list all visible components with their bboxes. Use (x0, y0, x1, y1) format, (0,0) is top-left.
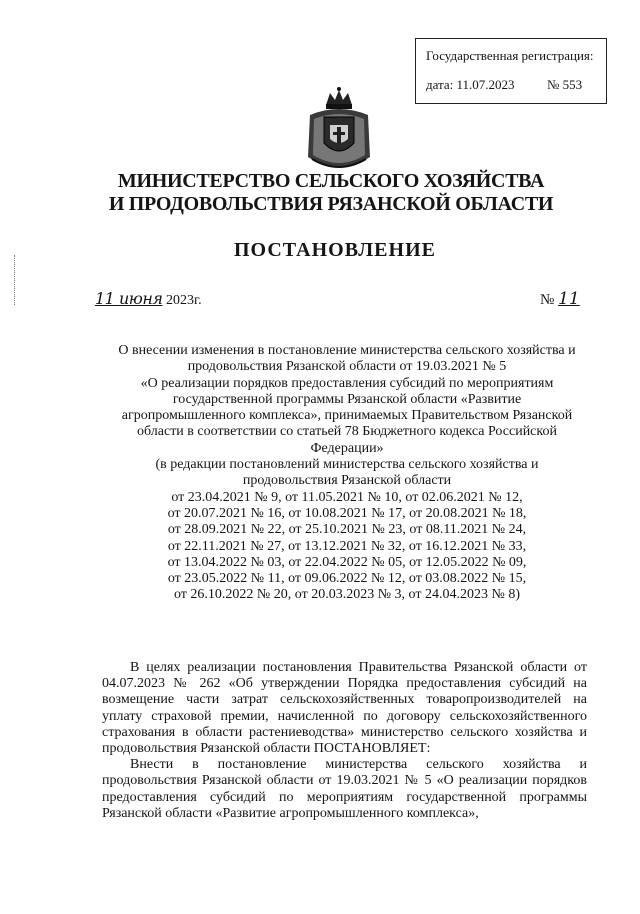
handwritten-number: 11 (558, 289, 580, 309)
title-line: области в соответствии со статьей 78 Бюджетного кодекса Российской (137, 424, 557, 440)
scan-margin-mark (14, 255, 19, 305)
title-line: от 22.11.2021 № 27, от 13.12.2021 № 32, от 16.12.2021 № 33, (167, 538, 527, 554)
title-line: от 20.07.2021 № 16, от 10.08.2021 № 17, от 20.08.2021 № 18, (167, 505, 527, 521)
registration-stamp-date: дата: 11.07.2023 (426, 77, 515, 92)
title-line: от 28.09.2021 № 22, от 25.10.2021 № 23, от 08.11.2021 № 24, (167, 522, 527, 538)
registration-stamp-number: № 553 (547, 77, 583, 92)
resolution-body (102, 660, 587, 822)
ministry-name-line2: И ПРОДОВОЛЬСТВИЯ РЯЗАНСКОЙ ОБЛАСТИ (108, 193, 554, 215)
document-date (95, 289, 202, 309)
title-line: «О реализации порядков предоставления субсидий по мероприятиям (140, 375, 554, 391)
body-paragraph-2: Внести в постановление министерства сельского хозяйства и продовольствия Рязанской области от 19.03.2021 № 5 «О реализации порядков предоставления субсидий по мероприятиям государственной программы Рязанской области «Развитие агропромышленного комплекса», (102, 757, 587, 821)
registration-stamp-title: Государственная регистрация: (426, 48, 594, 63)
title-line: О внесении изменения в постановление министерства сельского хозяйства и (118, 343, 576, 358)
title-line: продовольствия Рязанской области (242, 473, 452, 489)
title-line: от 23.04.2021 № 9, от 11.05.2021 № 10, от 02.06.2021 № 12, (171, 489, 523, 505)
resolution-title (110, 343, 584, 604)
title-line: от 23.05.2022 № 11, от 09.06.2022 № 12, от 03.08.2022 № 15, (167, 571, 527, 587)
handwritten-date: 11 июня (95, 289, 163, 308)
title-line: Федерации» (310, 440, 384, 456)
document-year: 2023г. (162, 293, 202, 308)
title-line: продовольствия Рязанской области от 19.03.2021 № 5 (187, 359, 507, 375)
body-paragraph-1: В целях реализации постановления Правительства Рязанской области от 04.07.2023 № 262 «Об утверждении Порядка предоставления субсидий на возмещение части затрат сельскохозяйственных товаропроизводителей на уплату страховой премии, начисленной по договору сельскохозяйственного страхования в области растениеводства» министерство сельского хозяйства и продовольствия Рязанской области ПОСТАНОВЛЯЕТ: (102, 660, 587, 757)
registration-stamp (415, 38, 607, 104)
title-line: от 26.10.2022 № 20, от 20.03.2023 № 3, от 24.04.2023 № 8) (173, 587, 521, 603)
ministry-name (0, 170, 640, 216)
title-line: от 13.04.2022 № 03, от 22.04.2022 № 05, от 12.05.2022 № 09, (167, 554, 527, 570)
document-number-prefix: № (540, 292, 559, 308)
title-line: (в редакции постановлений министерства сельского хозяйства и (155, 457, 539, 473)
title-line: агропромышленного комплекса», принимаемых Правительством Рязанской (121, 408, 573, 424)
ministry-name-line1: МИНИСТЕРСТВО СЕЛЬСКОГО ХОЗЯЙСТВА (117, 170, 545, 192)
title-line: государственной программы Рязанской области «Развитие (172, 391, 522, 407)
coat-of-arms-icon (304, 85, 374, 175)
document-number (540, 289, 580, 309)
document-type-heading: ПОСТАНОВЛЕНИЕ (234, 239, 436, 261)
